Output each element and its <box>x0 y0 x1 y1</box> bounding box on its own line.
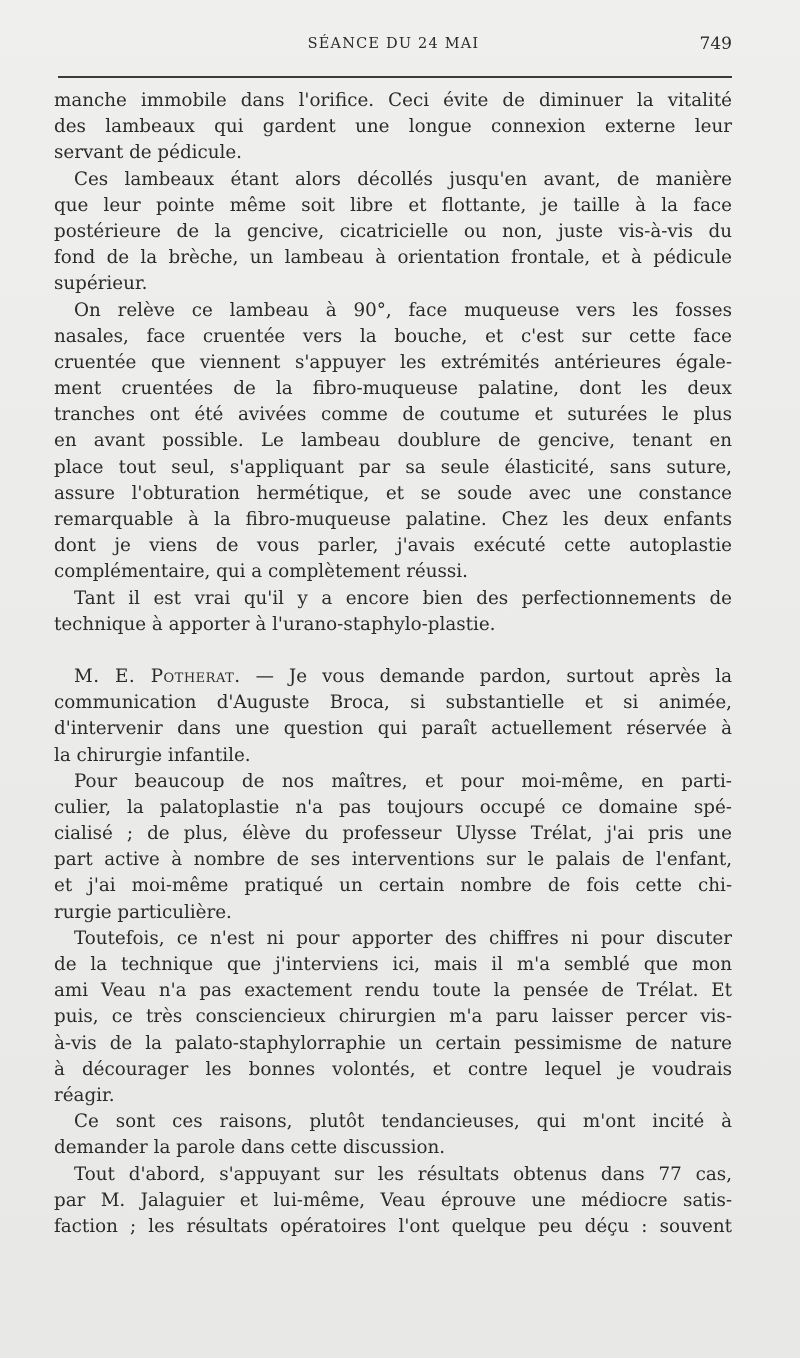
text-line: ment cruentées de la fibro-muqueuse palatine, dont les deux <box>54 378 732 400</box>
text-line: réagir. <box>54 1084 115 1106</box>
paragraph <box>54 1109 732 1161</box>
paragraph-gap <box>54 638 732 664</box>
text-line <box>54 664 732 690</box>
text-line: culier, la palatoplastie n'a pas toujours occupé ce domaine spé- <box>54 796 732 818</box>
text-line: Ce sont ces raisons, plutôt tendancieuses, qui m'ont incité à <box>74 1111 732 1133</box>
text-line: manche immobile dans l'orifice. Ceci évite de diminuer la vitalité <box>54 90 732 111</box>
paragraph <box>54 586 732 638</box>
text-line: Pour beaucoup de nos maîtres, et pour moi-même, en parti- <box>74 770 732 792</box>
text-line: faction ; les résultats opératoires l'ont quelque peu déçu : souvent <box>54 1215 732 1237</box>
text-line: remarquable à la fibro-muqueuse palatine. Chez les deux enfants <box>54 509 732 530</box>
paragraph <box>54 298 732 586</box>
text-line: postérieure de la gencive, cicatricielle ou non, juste vis-à-vis du <box>54 220 732 242</box>
paragraph <box>54 88 732 167</box>
text-line: technique à apporter à l'urano-staphylo-plastie. <box>54 613 496 635</box>
text-line: communication d'Auguste Broca, si substantielle et si animée, <box>54 692 732 714</box>
paragraph <box>54 664 732 769</box>
text-line: place tout seul, s'appliquant par sa seule élasticité, sans suture, <box>54 456 732 478</box>
text-line: d'intervenir dans une question qui paraît actuellement réservée à <box>54 718 732 740</box>
text-line: de la technique que j'interviens ici, mais il m'a semblé que mon <box>54 954 732 975</box>
paragraph <box>54 926 732 1109</box>
text-line: Ces lambeaux étant alors décollés jusqu'en avant, de manière <box>74 168 732 190</box>
text-line: demander la parole dans cette discussion. <box>54 1137 446 1159</box>
text-line: complémentaire, qui a complètement réussi. <box>54 561 468 583</box>
text-line: supérieur. <box>54 273 148 295</box>
header-rule <box>58 76 732 78</box>
speaker-text: — Je vous demande pardon, surtout après la <box>240 665 732 687</box>
running-title: SÉANCE DU 24 MAI <box>307 36 480 52</box>
text-line: la chirurgie infantile. <box>54 744 251 766</box>
text-line: et j'ai moi-même pratiqué un certain nombre de fois cette chi- <box>54 875 732 897</box>
speaker-name: M. E. Potherat. <box>74 665 241 687</box>
text-line: assure l'obturation hermétique, et se soude avec une constance <box>54 482 732 504</box>
body-text <box>54 88 732 1240</box>
text-line: ami Veau n'a pas exactement rendu toute la pensée de Trélat. Et <box>54 980 732 1002</box>
paragraph <box>54 167 732 298</box>
page-number: 749 <box>699 34 732 54</box>
text-line: puis, ce très consciencieux chirurgien m'a paru laisser percer vis- <box>54 1006 732 1028</box>
text-line: nasales, face cruentée vers la bouche, et c'est sur cette face <box>54 325 732 347</box>
text-line: On relève ce lambeau à 90°, face muqueuse vers les fosses <box>74 299 732 321</box>
page-header <box>55 32 732 62</box>
text-line: cialisé ; de plus, élève du professeur Ulysse Trélat, j'ai pris une <box>54 823 732 845</box>
text-line: tranches ont été avivées comme de coutume et suturées le plus <box>54 404 732 426</box>
text-line: dont je viens de vous parler, j'avais exécuté cette autoplastie <box>54 535 732 557</box>
text-line: que leur pointe même soit libre et flottante, je taille à la face <box>54 194 732 216</box>
text-line: Tant il est vrai qu'il y a encore bien des perfectionnements de <box>74 587 732 609</box>
text-line: cruentée que viennent s'appuyer les extrémités antérieures égale- <box>54 351 732 373</box>
paragraph <box>54 1162 732 1241</box>
text-line: par M. Jalaguier et lui-même, Veau éprouve une médiocre satis- <box>54 1189 732 1211</box>
text-line: rurgie particulière. <box>54 901 232 923</box>
paragraph <box>54 769 732 926</box>
text-line: Toutefois, ce n'est ni pour apporter des chiffres ni pour discuter <box>74 927 732 949</box>
text-line: à décourager les bonnes volontés, et contre lequel je voudrais <box>54 1058 732 1080</box>
text-line: part active à nombre de ses interventions sur le palais de l'enfant, <box>54 849 732 871</box>
text-line: Tout d'abord, s'appuyant sur les résultats obtenus dans 77 cas, <box>74 1163 732 1185</box>
text-line: en avant possible. Le lambeau doublure de gencive, tenant en <box>54 430 732 452</box>
text-line: à-vis de la palato-staphylorraphie un certain pessimisme de nature <box>54 1032 732 1054</box>
text-line: des lambeaux qui gardent une longue connexion externe leur <box>54 116 732 138</box>
text-line: fond de la brèche, un lambeau à orientation frontale, et à pédicule <box>54 247 732 269</box>
text-line: servant de pédicule. <box>54 142 242 164</box>
